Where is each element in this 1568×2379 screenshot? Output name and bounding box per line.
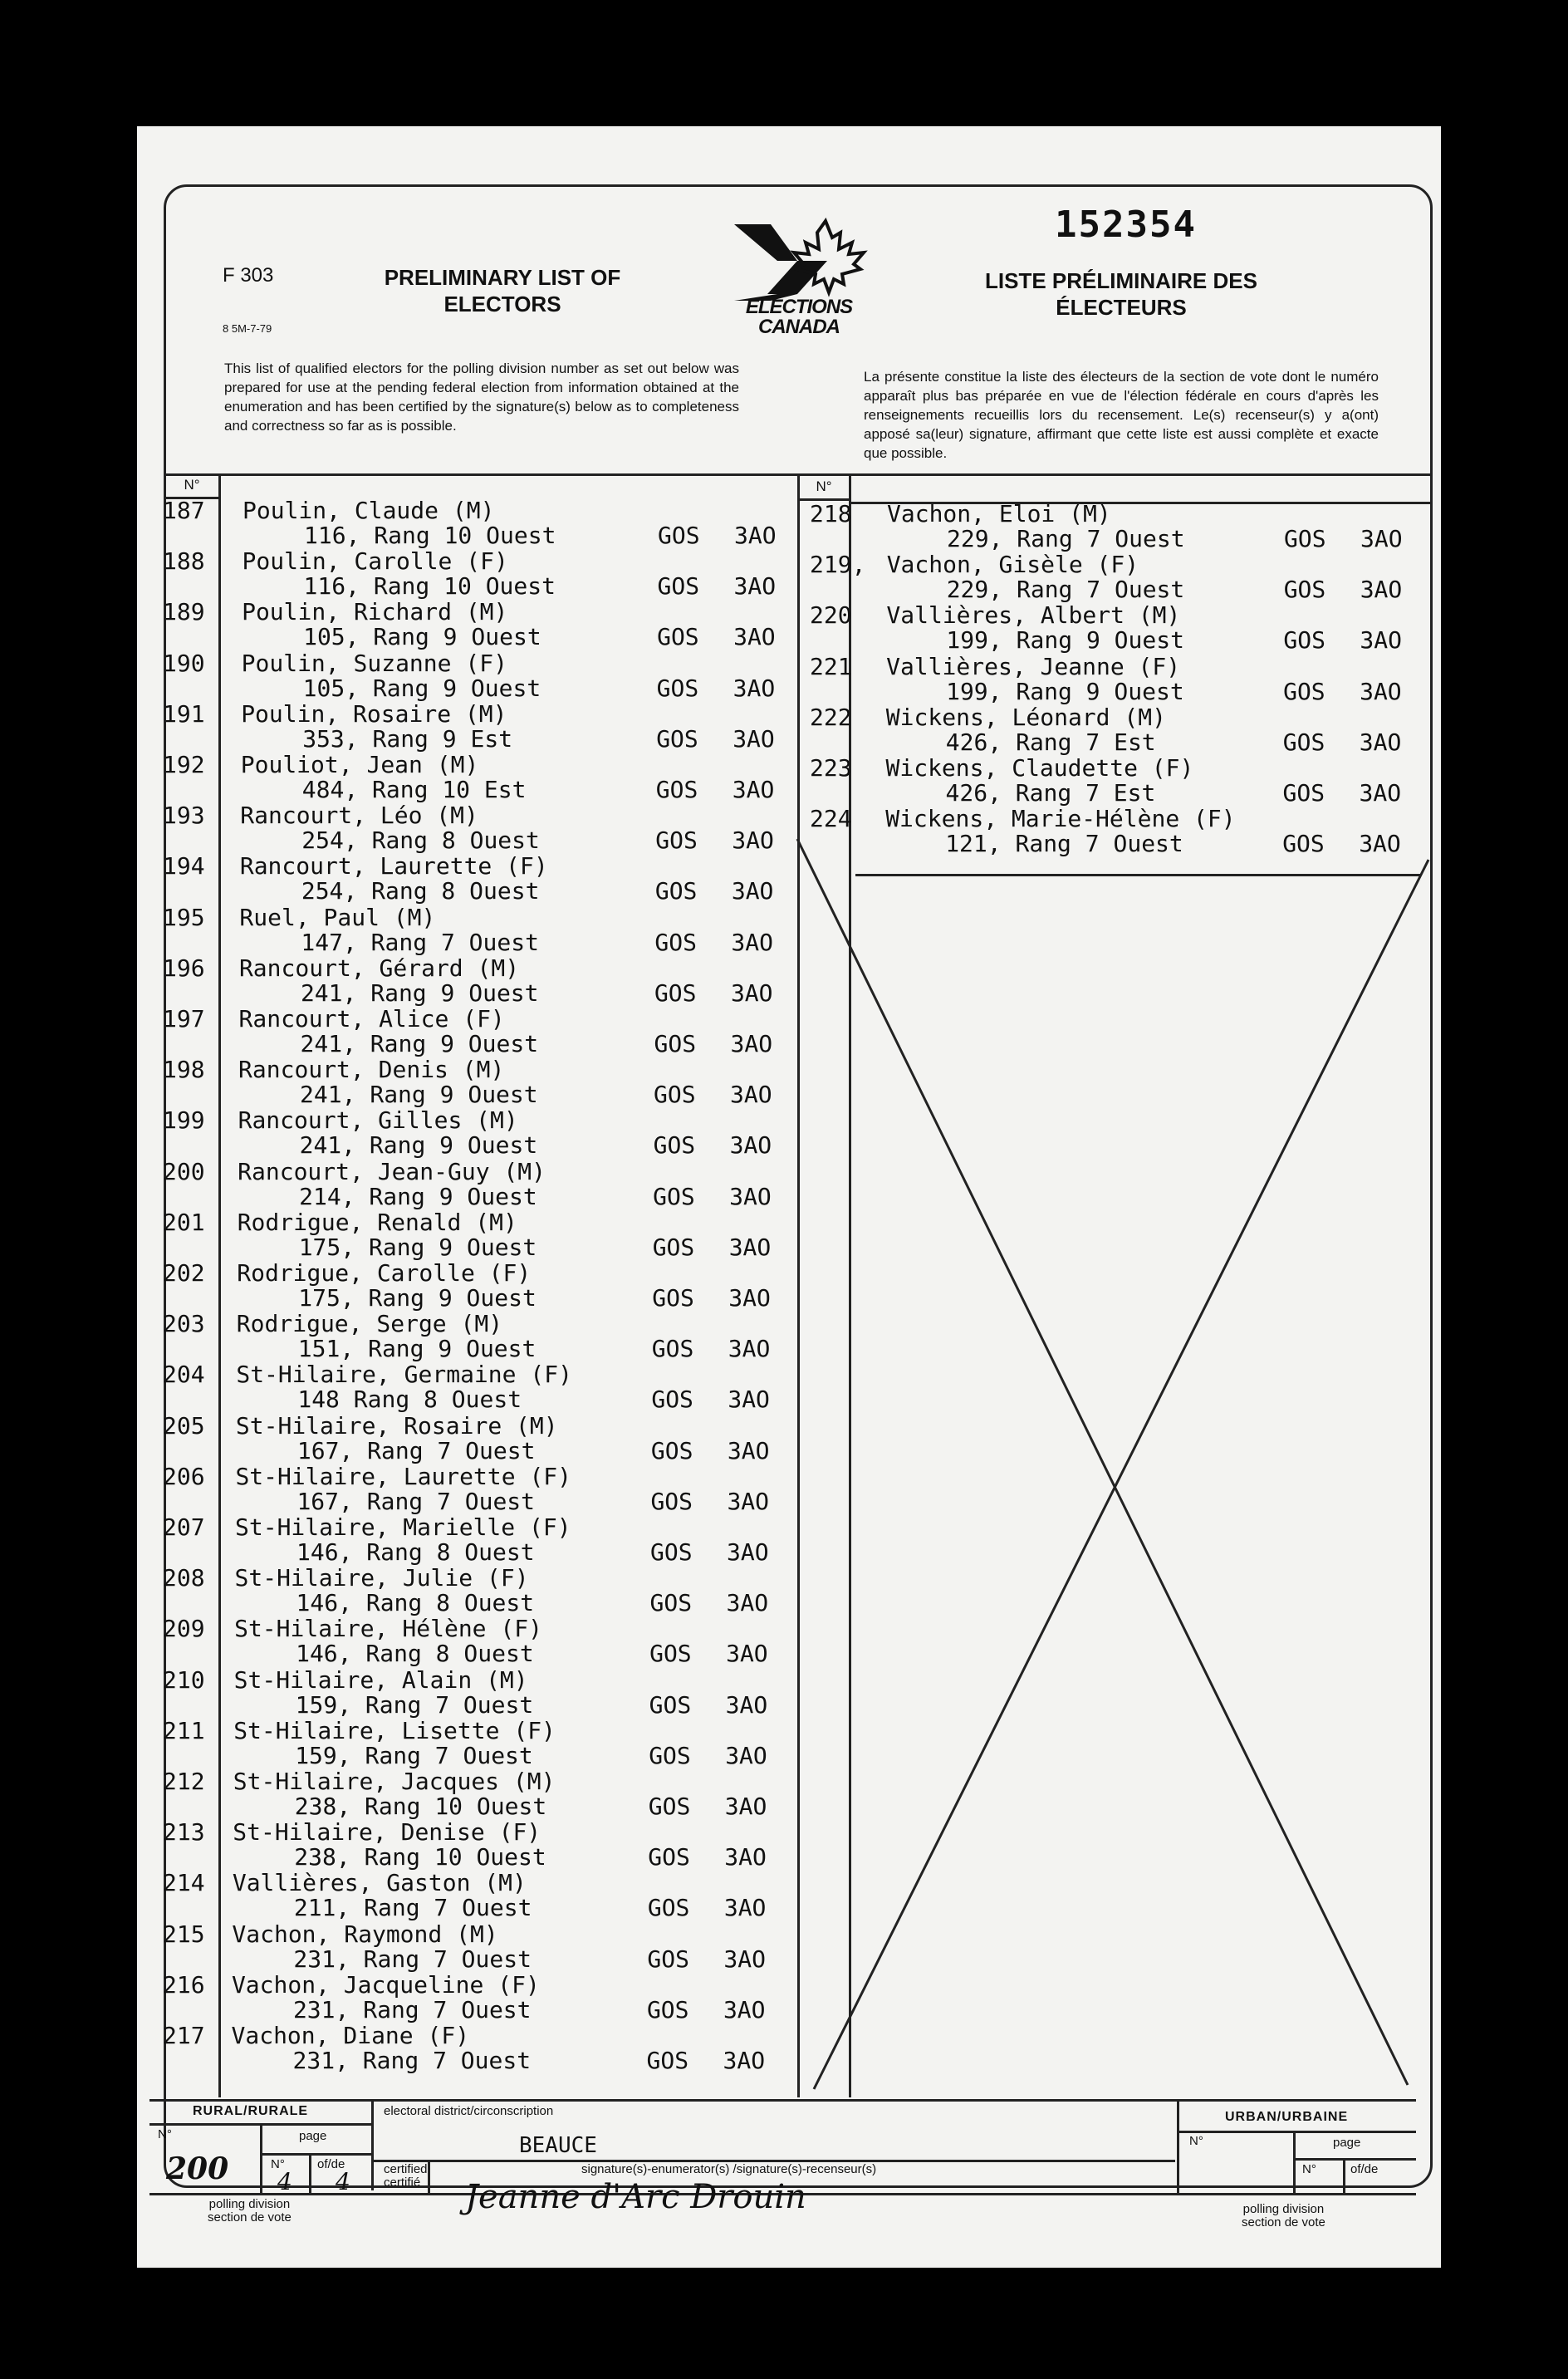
- elector-number: 209: [163, 1615, 205, 1643]
- no-column-left-rule: [218, 473, 221, 2097]
- elector-municipality: GOS: [656, 674, 699, 702]
- elector-number: 210: [163, 1665, 205, 1694]
- elector-number: 212: [163, 1768, 205, 1795]
- page-number-value: 4: [277, 2168, 292, 2195]
- elector-number: 205: [163, 1411, 205, 1440]
- elector-municipality: GOS: [1284, 525, 1326, 552]
- elector-number: 219,: [810, 551, 866, 579]
- elector-number: 215: [163, 1920, 205, 1948]
- elector-name: Rancourt, Gilles (M): [238, 1106, 518, 1135]
- elector-name: Vachon, Jacqueline (F): [231, 1970, 540, 1999]
- elector-address: 211, Rang 7 Ouest: [293, 1894, 532, 1922]
- elector-municipality: GOS: [653, 1131, 696, 1160]
- elector-code: 3AO: [731, 877, 774, 905]
- elector-municipality: GOS: [652, 1233, 695, 1261]
- elector-code: 3AO: [730, 1030, 773, 1057]
- elector-municipality: GOS: [649, 1690, 692, 1719]
- elector-code: 3AO: [725, 1741, 767, 1769]
- elector-name: St-Hilaire, Jacques (M): [233, 1768, 556, 1795]
- elector-address: 159, Rang 7 Ouest: [295, 1741, 533, 1769]
- elector-number: 190: [163, 649, 205, 677]
- elector-name: Vallières, Albert (M): [886, 601, 1181, 630]
- elector-code: 3AO: [1360, 677, 1402, 705]
- elector-address: 214, Rang 9 Ouest: [299, 1182, 537, 1210]
- elector-number: 195: [163, 903, 205, 931]
- elector-name: Vallières, Gaston (M): [232, 1869, 527, 1897]
- elector-name: Poulin, Rosaire (M): [241, 699, 507, 728]
- elector-code: 3AO: [727, 1487, 770, 1515]
- print-code: 8 5M-7-79: [223, 322, 272, 335]
- elector-municipality: GOS: [1282, 830, 1325, 858]
- elector-number: 193: [163, 802, 205, 830]
- elector-code: 3AO: [725, 1690, 768, 1719]
- form-number: F 303: [223, 264, 274, 287]
- elector-name: St-Hilaire, Denise (F): [233, 1818, 541, 1847]
- elector-municipality: GOS: [647, 1945, 689, 1973]
- urban-polling-label: polling division section de vote: [1242, 2202, 1325, 2229]
- elector-code: 3AO: [1360, 576, 1403, 604]
- elector-address: 105, Rang 9 Ouest: [302, 674, 541, 702]
- elector-code: 3AO: [726, 1589, 769, 1617]
- elector-municipality: GOS: [647, 1894, 690, 1922]
- cancel-cross: [789, 831, 1437, 2102]
- enumerator-signature: Jeanne d'Arc Drouin: [465, 2178, 806, 2216]
- elector-address: 241, Rang 9 Ouest: [300, 1030, 539, 1057]
- elector-name: Wickens, Claudette (F): [885, 754, 1194, 782]
- elector-number: 196: [163, 954, 205, 982]
- elector-municipality: GOS: [654, 1081, 696, 1109]
- elector-code: 3AO: [729, 1131, 772, 1160]
- elector-number: 213: [163, 1818, 205, 1847]
- elector-municipality: GOS: [1282, 728, 1325, 756]
- elector-municipality: GOS: [651, 1386, 693, 1414]
- elector-name: St-Hilaire, Laurette (F): [235, 1462, 572, 1490]
- elector-code: 3AO: [733, 724, 775, 753]
- elector-number: 191: [163, 699, 205, 728]
- elector-code: 3AO: [728, 1386, 770, 1414]
- elector-name: Rodrigue, Serge (M): [236, 1310, 503, 1338]
- elector-number: 220: [810, 601, 852, 630]
- elector-municipality: GOS: [1283, 576, 1326, 604]
- elector-code: 3AO: [730, 979, 773, 1007]
- elector-code: 3AO: [733, 572, 777, 601]
- elector-address: 175, Rang 9 Ouest: [298, 1233, 537, 1261]
- elector-municipality: GOS: [648, 1793, 691, 1820]
- electoral-district-label: electoral district/circonscription: [384, 2104, 554, 2118]
- elector-code: 3AO: [732, 776, 775, 803]
- elector-address: 146, Rang 8 Ouest: [296, 1640, 534, 1668]
- elector-address: 238, Rang 10 Ouest: [294, 1843, 546, 1871]
- elector-code: 3AO: [724, 1843, 767, 1871]
- elector-code: 3AO: [733, 674, 776, 702]
- footer-urban-left-rule: [1177, 2099, 1179, 2193]
- elector-address: 148 Rang 8 Ouest: [297, 1386, 522, 1414]
- elector-number: 221: [810, 652, 852, 680]
- elector-name: St-Hilaire, Julie (F): [234, 1564, 529, 1592]
- elector-number: 217: [163, 2022, 205, 2049]
- elector-municipality: GOS: [651, 1335, 694, 1363]
- elector-code: 3AO: [730, 1081, 772, 1109]
- elector-municipality: GOS: [649, 1741, 691, 1769]
- elector-address: 167, Rang 7 Ouest: [296, 1487, 536, 1515]
- certified-label: certified certifié: [384, 2162, 428, 2190]
- elector-address: 159, Rang 7 Ouest: [295, 1690, 534, 1719]
- intro-text-english: This list of qualified electors for the polling division number as set out below was prepared for use at the pending federal election from information obtained at the enumeration and has been certified by the signature(s) below as to completeness and correctness so far as is possible.: [224, 361, 739, 434]
- elector-municipality: GOS: [653, 1182, 695, 1210]
- elector-address: 426, Rang 7 Est: [945, 779, 1156, 807]
- title-french: LISTE PRÉLIMINAIRE DES ÉLECTEURS: [985, 268, 1257, 320]
- elector-municipality: GOS: [655, 776, 698, 803]
- elector-name: Vachon, Diane (F): [231, 2022, 470, 2049]
- elector-name: Poulin, Carolle (F): [242, 547, 508, 576]
- elector-municipality: GOS: [648, 1843, 690, 1871]
- elector-number: 224: [810, 805, 852, 833]
- elector-code: 3AO: [728, 1233, 772, 1261]
- elector-name: St-Hilaire, Germaine (F): [236, 1361, 572, 1389]
- elector-address: 231, Rang 7 Ouest: [292, 2047, 532, 2074]
- page-total-value: 4: [336, 2168, 350, 2195]
- elector-code: 3AO: [723, 1894, 767, 1922]
- elector-municipality: GOS: [650, 1538, 693, 1566]
- elector-municipality: GOS: [1283, 677, 1325, 705]
- elector-municipality: GOS: [657, 572, 700, 601]
- elector-code: 3AO: [1359, 830, 1401, 858]
- footer-rural-right-rule: [371, 2099, 374, 2190]
- elector-name: Rancourt, Laurette (F): [239, 852, 548, 880]
- rural-page-label: page: [299, 2129, 327, 2143]
- elector-address: 353, Rang 9 Est: [302, 724, 513, 753]
- rural-polling-label: polling division section de vote: [208, 2197, 292, 2224]
- elector-address: 241, Rang 9 Ouest: [300, 979, 539, 1007]
- elector-number: 187: [163, 497, 205, 524]
- elector-code: 3AO: [1360, 626, 1402, 655]
- elector-number: 206: [163, 1462, 205, 1490]
- elector-name: Poulin, Claude (M): [243, 497, 495, 524]
- elector-municipality: GOS: [657, 623, 699, 651]
- elector-address: 121, Rang 7 Ouest: [945, 830, 1183, 858]
- elector-code: 3AO: [734, 522, 777, 549]
- elector-code: 3AO: [731, 928, 773, 956]
- footer-page-rule-mid: [309, 2153, 311, 2193]
- elector-name: Rancourt, Denis (M): [238, 1056, 505, 1084]
- elector-name: Vachon, Raymond (M): [232, 1920, 498, 1948]
- elector-address: 254, Rang 8 Ouest: [301, 827, 540, 855]
- elector-municipality: GOS: [650, 1436, 693, 1464]
- elector-number: 223: [810, 754, 852, 782]
- electoral-district-value: BEAUCE: [519, 2133, 597, 2158]
- elector-code: 3AO: [728, 1335, 771, 1363]
- elector-number: 202: [163, 1259, 205, 1287]
- rural-no-label: N°: [158, 2127, 172, 2141]
- elector-municipality: GOS: [654, 877, 698, 905]
- urban-no-label: N°: [1189, 2134, 1203, 2148]
- urban-page-label: page: [1333, 2136, 1361, 2150]
- elector-address: 147, Rang 7 Ouest: [301, 928, 539, 956]
- footer-top-rule: [149, 2099, 1416, 2102]
- elector-municipality: GOS: [646, 2047, 689, 2074]
- elector-address: 116, Rang 10 Ouest: [304, 522, 556, 549]
- footer-urban-rule: [1177, 2131, 1416, 2133]
- footer-urban-no-rule: [1293, 2131, 1296, 2193]
- elector-code: 3AO: [723, 2047, 766, 2074]
- elector-code: 3AO: [724, 1793, 767, 1820]
- elector-address: 167, Rang 7 Ouest: [296, 1436, 536, 1464]
- elector-code: 3AO: [726, 1640, 768, 1668]
- elector-address: 151, Rang 9 Ouest: [297, 1335, 537, 1363]
- elector-name: Wickens, Léonard (M): [885, 703, 1166, 731]
- rural-page-no-label: N°: [271, 2157, 285, 2171]
- polling-division-value: 200: [166, 2151, 229, 2186]
- elector-name: St-Hilaire, Alain (M): [233, 1665, 528, 1694]
- elector-address: 146, Rang 8 Ouest: [296, 1538, 535, 1566]
- elector-address: 238, Rang 10 Ouest: [294, 1793, 547, 1820]
- elector-number: 198: [163, 1056, 205, 1084]
- elector-address: 241, Rang 9 Ouest: [299, 1131, 538, 1160]
- elector-number: 211: [163, 1716, 205, 1744]
- elector-municipality: GOS: [656, 724, 698, 753]
- elector-code: 3AO: [727, 1436, 770, 1464]
- elector-name: Vachon, Gisèle (F): [886, 551, 1139, 579]
- elector-name: Ruel, Paul (M): [239, 903, 436, 931]
- logo-text: ELECTIONS CANADA: [745, 296, 853, 338]
- elector-municipality: GOS: [654, 979, 697, 1007]
- elector-address: 229, Rang 7 Ouest: [946, 576, 1185, 604]
- elector-address: 241, Rang 9 Ouest: [300, 1081, 538, 1109]
- intro-text-french: La présente constitue la liste des électeurs de la section de vote dont le numéro apparaît plus bas préparée en vue de l'élection fédérale en cours d'après les renseignements recueillis lors du recensement. Le(s) recenseur(s) y a(ont) apposé sa(leur) signature, affirmant que cette liste est aussi complète et exacte que possible.: [864, 369, 1379, 461]
- elector-number: 189: [163, 598, 205, 626]
- urban-page-no-label: N°: [1302, 2162, 1316, 2176]
- elector-name: St-Hilaire, Rosaire (M): [235, 1411, 558, 1440]
- elector-code: 3AO: [728, 1284, 771, 1312]
- elector-address: 426, Rang 7 Est: [945, 728, 1156, 756]
- urban-of-label: of/de: [1350, 2162, 1379, 2176]
- elector-address: 254, Rang 8 Ouest: [301, 877, 540, 905]
- elector-number: 216: [163, 1970, 205, 1999]
- elector-number: 207: [163, 1513, 205, 1541]
- elector-name: St-Hilaire, Lisette (F): [233, 1716, 556, 1744]
- no-header-left: N°: [184, 477, 200, 493]
- elector-number: 204: [163, 1361, 205, 1389]
- elector-number: 203: [163, 1310, 205, 1338]
- rural-of-label: of/de: [317, 2157, 345, 2171]
- elector-code: 3AO: [727, 1538, 769, 1566]
- elector-address: 484, Rang 10 Est: [301, 776, 527, 803]
- elector-number: 214: [163, 1869, 205, 1897]
- elector-name: Rancourt, Jean-Guy (M): [238, 1157, 546, 1185]
- elector-code: 3AO: [1359, 728, 1402, 756]
- elector-municipality: GOS: [654, 1030, 697, 1057]
- urban-label: URBAN/URBAINE: [1225, 2110, 1349, 2124]
- no-header-right: N°: [816, 478, 832, 494]
- footer-page-rule: [260, 2153, 371, 2156]
- elector-name: Poulin, Suzanne (F): [241, 649, 507, 677]
- elector-code: 3AO: [723, 1945, 766, 1973]
- elector-name: Rodrigue, Carolle (F): [237, 1259, 532, 1287]
- elector-municipality: GOS: [654, 928, 697, 956]
- elector-municipality: GOS: [1282, 779, 1325, 807]
- elector-address: 146, Rang 8 Ouest: [296, 1589, 535, 1617]
- elector-address: 105, Rang 9 Ouest: [303, 623, 541, 651]
- elector-address: 231, Rang 7 Ouest: [292, 1995, 532, 2023]
- elector-municipality: GOS: [646, 1995, 689, 2023]
- elector-name: Rancourt, Gérard (M): [238, 954, 520, 982]
- elector-address: 229, Rang 7 Ouest: [947, 525, 1185, 552]
- footer-urban-page-rule: [1343, 2158, 1345, 2193]
- elector-code: 3AO: [1359, 779, 1402, 807]
- elector-name: Vachon, Eloi (M): [887, 500, 1111, 527]
- elector-municipality: GOS: [1283, 626, 1325, 655]
- elector-number: 199: [163, 1106, 205, 1135]
- elector-number: 192: [163, 751, 205, 778]
- elector-code: 3AO: [732, 827, 774, 855]
- elector-municipality: GOS: [650, 1487, 693, 1515]
- elector-code: 3AO: [723, 1995, 766, 2023]
- elector-municipality: GOS: [652, 1284, 694, 1312]
- footer-no-rule: [260, 2123, 262, 2193]
- elector-name: Pouliot, Jean (M): [240, 751, 479, 778]
- elector-address: 199, Rang 9 Ouest: [946, 677, 1184, 705]
- elector-number: 218: [810, 500, 852, 527]
- elector-code: 3AO: [729, 1182, 772, 1210]
- elector-code: 3AO: [733, 623, 776, 651]
- elector-name: Rancourt, Léo (M): [240, 802, 478, 830]
- signature-label: signature(s)-enumerator(s) /signature(s)-recenseur(s): [581, 2162, 877, 2176]
- elector-code: 3AO: [1360, 525, 1403, 552]
- elector-address: 199, Rang 9 Ouest: [946, 626, 1184, 655]
- elector-number: 188: [163, 547, 205, 576]
- serial-number: 152354: [1055, 204, 1197, 246]
- elector-municipality: GOS: [649, 1640, 692, 1668]
- elector-name: Rancourt, Alice (F): [238, 1005, 505, 1033]
- elector-municipality: GOS: [658, 522, 700, 549]
- elector-number: 200: [163, 1157, 205, 1185]
- elector-address: 116, Rang 10 Ouest: [303, 572, 556, 601]
- elector-municipality: GOS: [655, 827, 698, 855]
- elector-address: 231, Rang 7 Ouest: [293, 1945, 532, 1973]
- elector-number: 222: [810, 703, 852, 731]
- elector-name: St-Hilaire, Hélène (F): [234, 1615, 542, 1643]
- title-english: PRELIMINARY LIST OF ELECTORS: [384, 265, 621, 316]
- elector-name: Poulin, Richard (M): [242, 598, 508, 626]
- footer-urban-page-rule-h: [1293, 2158, 1416, 2161]
- elector-name: St-Hilaire, Marielle (F): [235, 1513, 571, 1541]
- elector-number: 208: [163, 1564, 205, 1592]
- elector-name: Wickens, Marie-Hélène (F): [885, 805, 1236, 833]
- footer-certified-rule: [428, 2160, 430, 2193]
- rural-label: RURAL/RURALE: [193, 2104, 309, 2118]
- elector-name: Rodrigue, Renald (M): [237, 1208, 517, 1236]
- elector-number: 197: [163, 1005, 205, 1033]
- elector-address: 175, Rang 9 Ouest: [298, 1284, 537, 1312]
- elector-number: 194: [163, 852, 205, 880]
- elector-municipality: GOS: [649, 1589, 693, 1617]
- elector-number: 201: [163, 1208, 205, 1236]
- elector-name: Vallières, Jeanne (F): [886, 652, 1181, 680]
